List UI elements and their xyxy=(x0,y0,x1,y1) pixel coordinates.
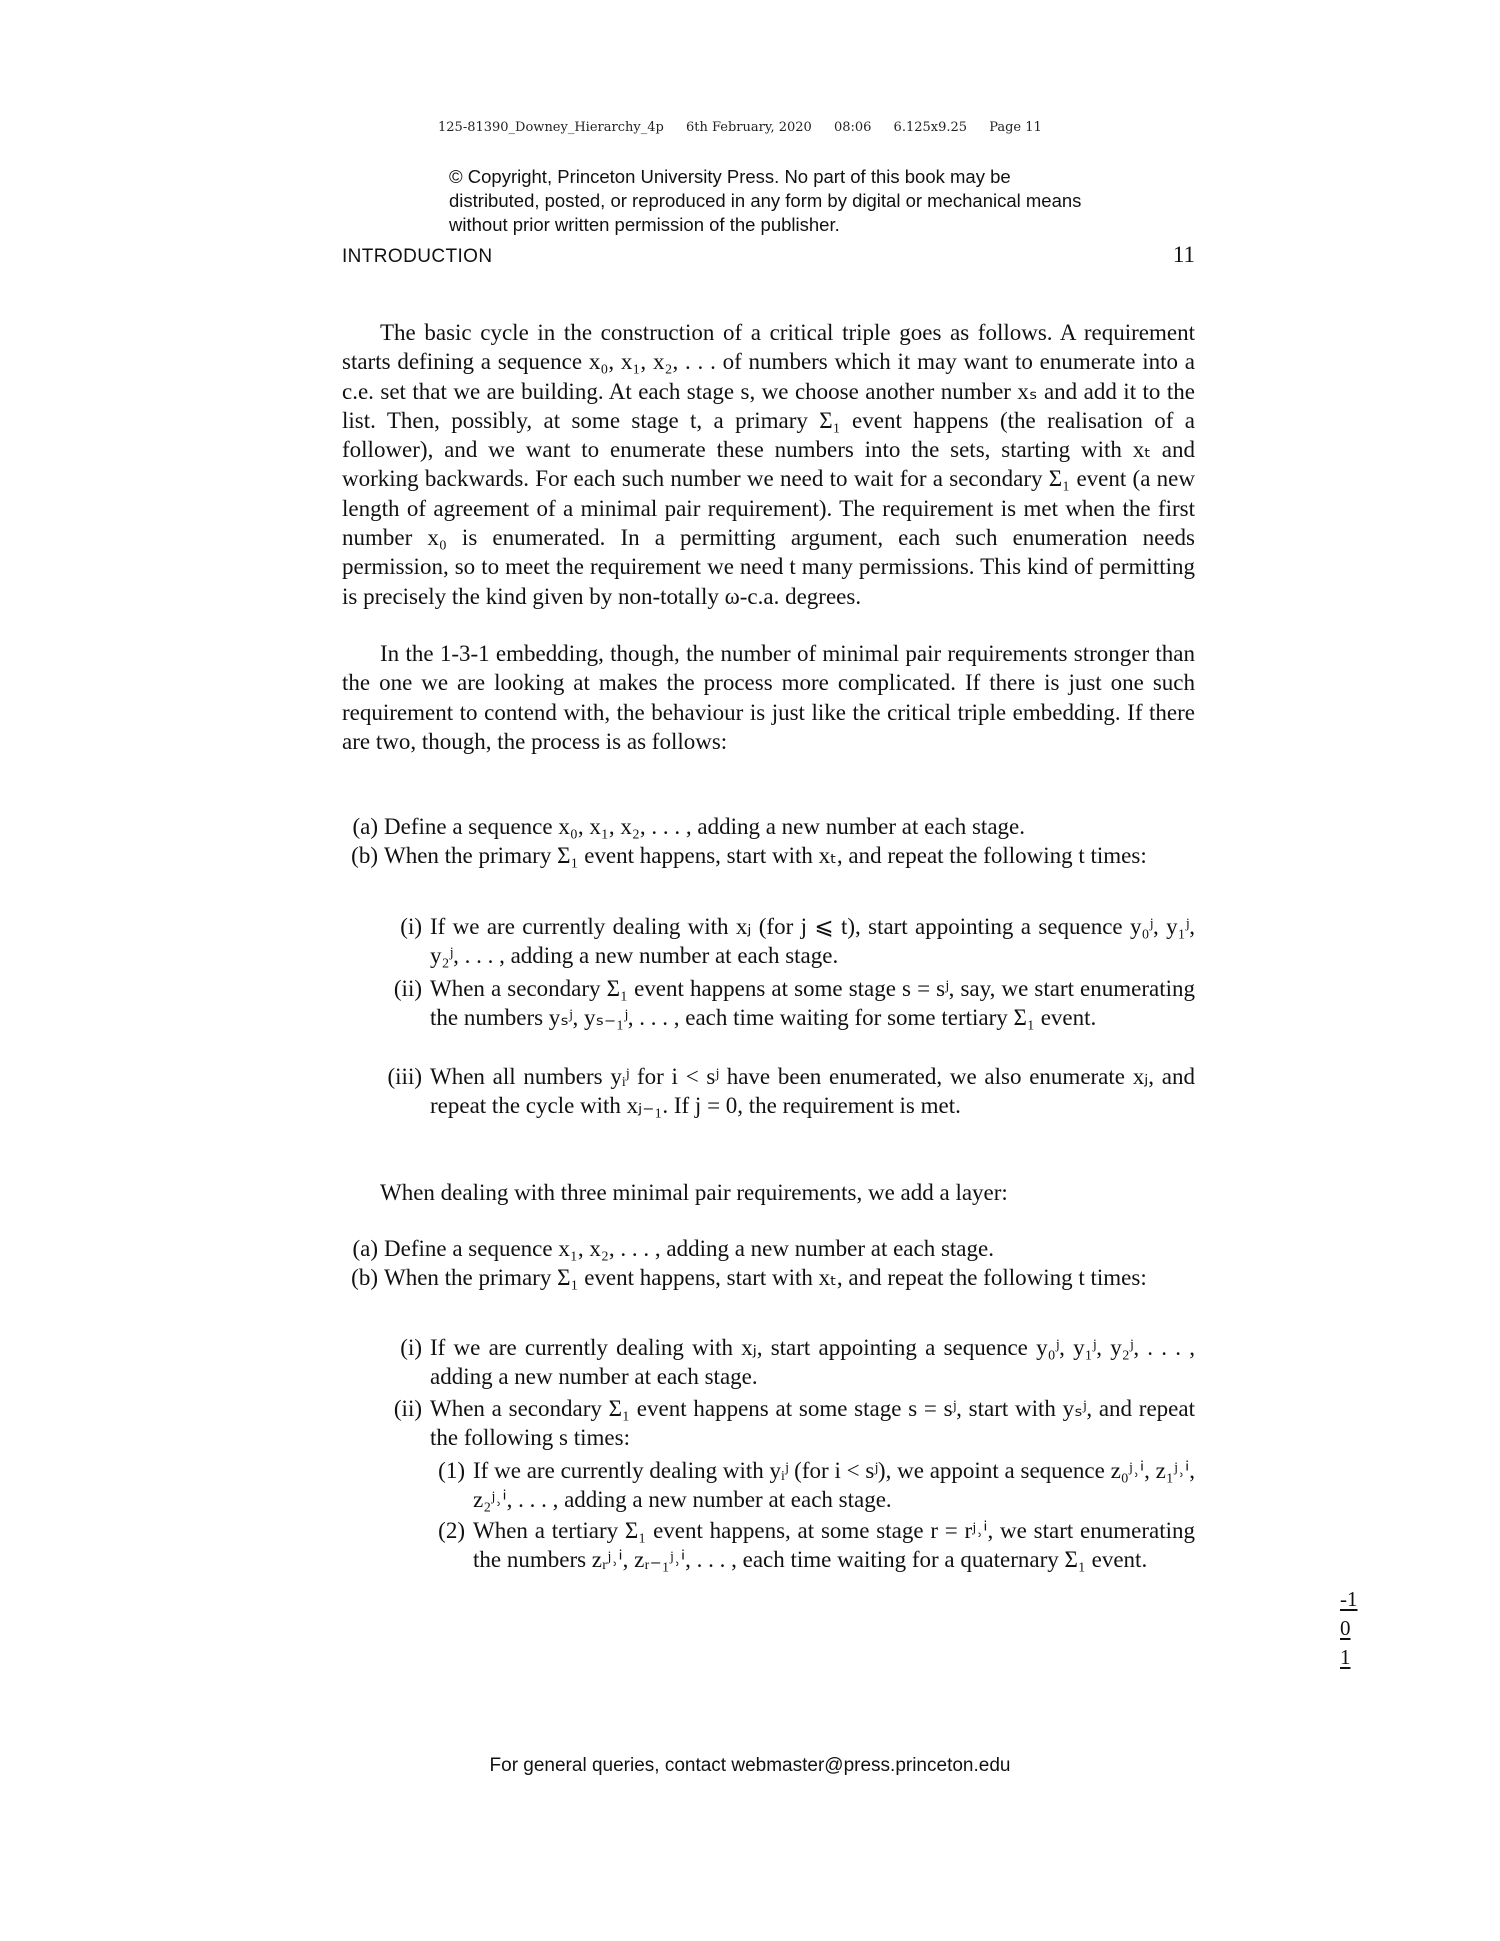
margin-line-marks xyxy=(1340,1585,1358,1672)
paragraph-text: When dealing with three minimal pair requirements, we add a layer: xyxy=(380,1180,1008,1205)
list-text: When the primary Σ₁ event happens, start with xₜ, and repeat the following t times: xyxy=(384,1265,1147,1290)
paragraph-three-requirements xyxy=(342,1178,1195,1207)
margin-mark: -1 xyxy=(1340,1587,1358,1611)
list-text: When a secondary Σ₁ event happens at some stage s = sʲ, say, we start enumerating the numbers yₛʲ, yₛ₋₁ʲ, . . . , each time waiting for some tertiary Σ₁ event. xyxy=(430,976,1195,1031)
list-label: (2) xyxy=(438,1518,465,1543)
slug-page: Page 11 xyxy=(989,120,1042,135)
list-label: (i) xyxy=(400,914,422,939)
list-label: (b) xyxy=(351,843,378,868)
list-label: (ii) xyxy=(393,976,422,1001)
page-number: 11 xyxy=(1172,242,1195,267)
list-label: (a) xyxy=(352,814,378,839)
list-text: When a tertiary Σ₁ event happens, at some stage r = rʲ˒ⁱ, we start enumerating the numbers zᵣʲ˒ⁱ, zᵣ₋₁ʲ˒ⁱ, . . . , each time waiting for a quaternary Σ₁ event. xyxy=(473,1518,1195,1573)
paragraph-basic-cycle xyxy=(342,318,1195,611)
list-label: (i) xyxy=(400,1335,422,1360)
paragraph-text: In the 1-3-1 embedding, though, the number of minimal pair requirements stronger than the one we are looking at makes the process more complicated. If there is just one such requirement to contend with, the behaviour is just like the critical triple embedding. If there are two, though, the process is as follows: xyxy=(342,641,1195,754)
list-text: If we are currently dealing with xⱼ (for j ⩽ t), start appointing a sequence y₀ʲ, y₁ʲ, y₂ʲ, . . . , adding a new number at each stage. xyxy=(430,914,1195,969)
list-text: If we are currently dealing with yᵢʲ (for i < sʲ), we appoint a sequence z₀ʲ˒ⁱ, z₁ʲ˒ⁱ, z₂ʲ˒ⁱ, . . . , adding a new number at each stage. xyxy=(473,1458,1195,1513)
footer-contact: For general queries, contact webmaster@press.princeton.edu xyxy=(489,1755,1011,1776)
list-label: (iii) xyxy=(387,1064,422,1089)
list-label: (ii) xyxy=(393,1396,422,1421)
slug-date: 6th February, 2020 xyxy=(685,120,812,135)
margin-mark: 0 xyxy=(1340,1616,1351,1640)
list-text: If we are currently dealing with xⱼ, start appointing a sequence y₀ʲ, y₁ʲ, y₂ʲ, . . . , adding a new number at each stage. xyxy=(430,1335,1195,1390)
slug-trim: 6.125x9.25 xyxy=(893,120,968,135)
print-slug xyxy=(438,120,1138,135)
slug-file: 125-81390_Downey_Hierarchy_4p xyxy=(438,120,664,135)
margin-mark: 1 xyxy=(1340,1645,1351,1669)
list-text: Define a sequence x₁, x₂, . . . , adding a new number at each stage. xyxy=(384,1236,994,1261)
list-text: When all numbers yᵢʲ for i < sʲ have been enumerated, we also enumerate xⱼ, and repeat the cycle with xⱼ₋₁. If j = 0, the requirement is met. xyxy=(430,1064,1195,1119)
running-head: INTRODUCTION xyxy=(342,246,493,267)
list-text: When a secondary Σ₁ event happens at some stage s = sʲ, start with yₛʲ, and repeat the following s times: xyxy=(430,1396,1195,1451)
list-label: (a) xyxy=(352,1236,378,1261)
list-text: When the primary Σ₁ event happens, start with xₜ, and repeat the following t times: xyxy=(384,843,1147,868)
list-text: Define a sequence x₀, x₁, x₂, . . . , adding a new number at each stage. xyxy=(384,814,1025,839)
slug-time: 08:06 xyxy=(833,120,872,135)
paragraph-text: The basic cycle in the construction of a critical triple goes as follows. A requirement starts defining a sequence x₀, x₁, x₂, . . . of numbers which it may want to enumerate into a c.e. set that we are building. At each stage s, we choose another number xₛ and add it to the list. Then, possibly, at some stage t, a primary Σ₁ event happens (the realisation of a follower), and we want to enumerate these numbers into the sets, starting with xₜ and working backwards. For each such number we need to wait for a secondary Σ₁ event (a new length of agreement of a minimal pair requirement). The requirement is met when the first number x₀ is enumerated. In a permitting argument, each such enumeration needs permission, so to meet the requirement we need t many permissions. This kind of permitting is precisely the kind given by non-totally ω-c.a. degrees. xyxy=(342,320,1195,609)
copyright-notice: © Copyright, Princeton University Press. No part of this book may be distributed, posted, or reproduced in any form by digital or mechanical means without prior written permission of the publisher. xyxy=(449,166,1082,235)
list-label: (b) xyxy=(351,1265,378,1290)
paragraph-131-embedding xyxy=(342,639,1195,756)
list-label: (1) xyxy=(438,1458,465,1483)
